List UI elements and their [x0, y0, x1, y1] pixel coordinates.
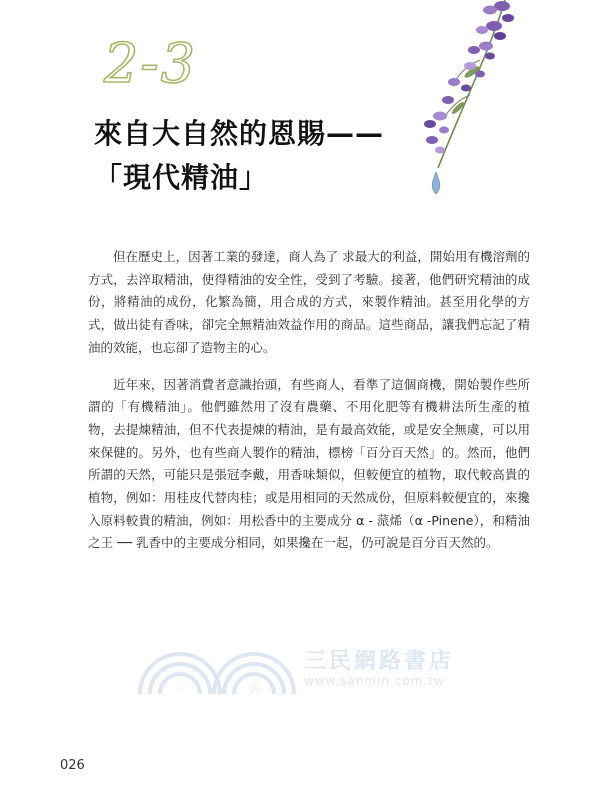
paragraph-1: 但在歷史上，因著工業的發達，商人為了 求最大的利益，開始用有機溶劑的方式，去淬取精油，使得精油的安全性，受到了考驗。接著，他們研究精油的成份，將精油的成份，化繁為簡，用合成的方式，來製作精油。甚至用化學的方式，做出徒有香味，卻完全無精油效益作用的商品。這些商品，讓我們忘記了精油的效能，也忘卻了造物主的心。	[88, 249, 530, 355]
body-text	[88, 246, 530, 569]
rainbow-logo-icon	[132, 636, 302, 696]
page-title	[94, 112, 384, 200]
chapter-number: 2-3	[104, 32, 197, 95]
page-number: 026	[60, 758, 85, 773]
lavender-sprig-icon	[410, 0, 520, 200]
paragraph-2: 近年來，因著消費者意識抬頭，有些商人，看準了這個商機，開始製作些所謂的「有機精油」。他們雖然用了沒有農藥、不用化肥等有機耕法所生產的植物，去提煉精油，但不代表提煉的精油，是有最高效能，或是安全無虞，可以用來保健的。另外，也有些商人製作的精油，標榜「百分百天然」的。然而，他們所謂的天然，可能只是張冠李戴，用香味類似，但較便宜的植物，取代較高貴的植物，例如：用桂皮代替肉桂；或是用相同的天然成份，但原料較便宜的，來攙入原料較貴的精油，例如：用松香中的主要成分 α - 蒎烯（α -Pinene），和精油之王 ── 乳香中的主要成分相同，如果攙在一起，仍可說是百分百天然的。	[88, 376, 530, 551]
title-line-1: 來自大自然的恩賜——	[94, 117, 385, 150]
title-line-2: 「現代精油」	[94, 161, 269, 194]
watermark-char-right: 民	[250, 684, 260, 695]
watermark-url: www.sanmin.com.tw	[304, 674, 445, 688]
watermark-char-left: 三	[176, 684, 186, 695]
publisher-watermark	[132, 636, 492, 696]
watermark-name: 三民網路書店	[304, 649, 455, 674]
